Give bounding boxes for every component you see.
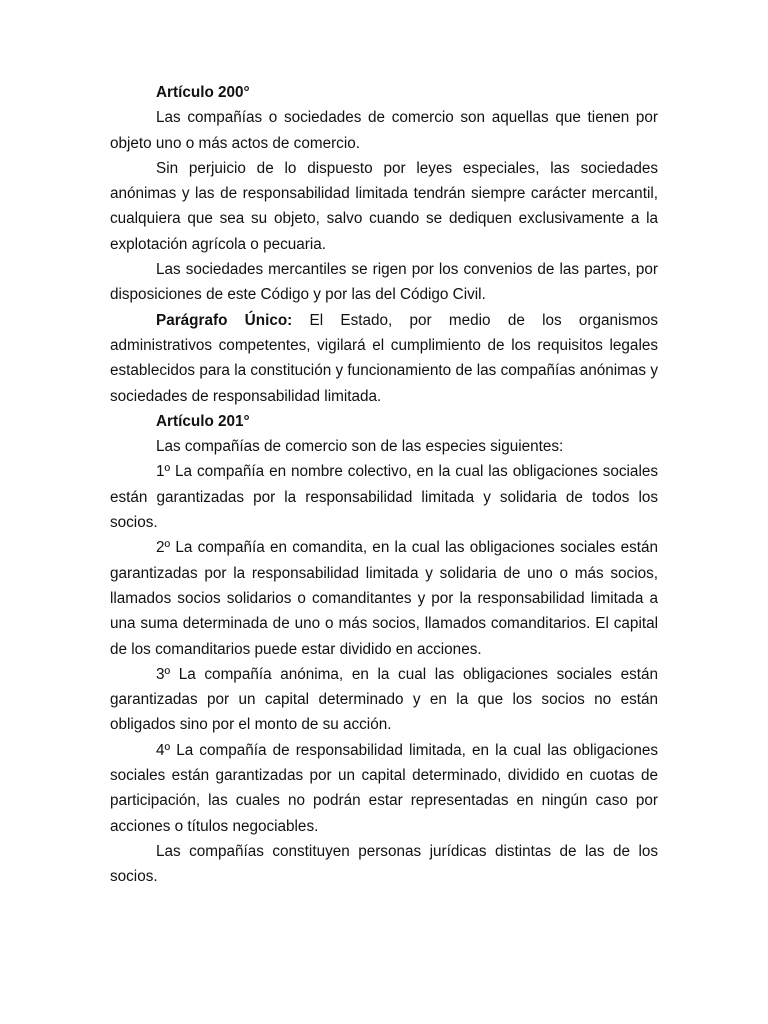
list-item: 4º La compañía de responsabilidad limitada, en la cual las obligaciones sociales están garantizadas por un capital determinado, dividido en cuotas de participación, las cuales no podrán estar representadas en ningún caso por acciones o títulos negociables.: [110, 741, 658, 835]
article-200-paragraph-1: Las compañías o sociedades de comercio son aquellas que tienen por objeto uno o más actos de comercio.: [110, 109, 658, 152]
paragrafo-unico-text: El Estado, por medio de los organismos administrativos competentes, vigilará el cumplimiento de los requisitos legales establecidos para la constitución y funcionamiento de las compañías anónimas y sociedades de responsabilidad limitada.: [110, 311, 658, 405]
document-page: [110, 80, 658, 890]
article-201-closing: Las compañías constituyen personas jurídicas distintas de las de los socios.: [110, 842, 658, 886]
article-201-heading: Artículo 201°: [156, 412, 250, 430]
article-201-intro: Las compañías de comercio son de las especies siguientes:: [156, 438, 564, 456]
paragrafo-unico-label: Parágrafo Único:: [156, 311, 293, 329]
list-item: 2º La compañía en comandita, en la cual las obligaciones sociales están garantizadas por la responsabilidad limitada y solidaria de uno o más socios, llamados socios solidarios o comanditantes y por la responsabilidad limitada a una suma determinada de uno o más socios, llamados comanditarios. El capital de los comanditarios puede estar dividido en acciones.: [110, 539, 658, 658]
list-item: 3º La compañía anónima, en la cual las obligaciones sociales están garantizadas por un capital determinado y en la que los socios no están obligados sino por el monto de su acción.: [110, 665, 658, 734]
article-200-heading: Artículo 200°: [156, 84, 250, 101]
paragrafo-unico: [110, 308, 658, 409]
article-200-paragraph-3: Las sociedades mercantiles se rigen por los convenios de las partes, por disposiciones de este Código y por las del Código Civil.: [110, 261, 658, 304]
article-200-paragraph-2: Sin perjuicio de lo dispuesto por leyes especiales, las sociedades anónimas y las de responsabilidad limitada tendrán siempre carácter mercantil, cualquiera que sea su objeto, salvo cuando se dediquen exclusivamente a la explotación agrícola o pecuaria.: [110, 159, 658, 253]
list-item: 1º La compañía en nombre colectivo, en la cual las obligaciones sociales están garantizadas por la responsabilidad limitada y solidaria de todos los socios.: [110, 463, 658, 532]
